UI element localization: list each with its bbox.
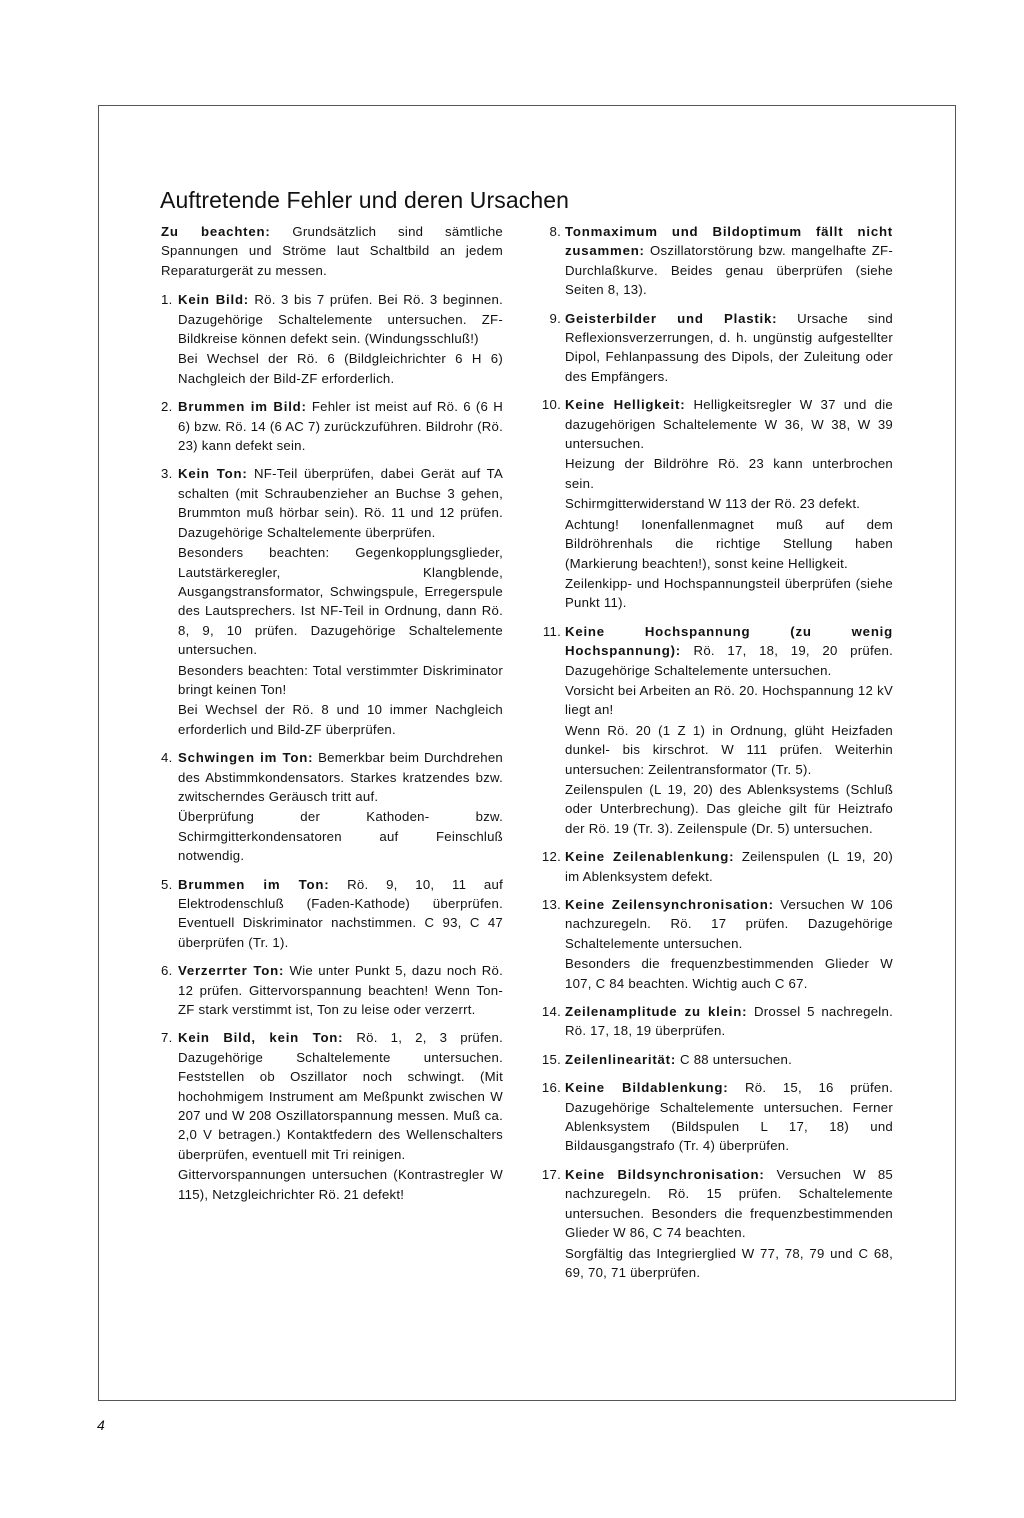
fault-note: Heizung der Bildröhre Rö. 23 kann unterbrochen sein.	[565, 456, 893, 491]
fault-heading: Brummen im Ton:	[178, 876, 330, 892]
page-title: Auftretende Fehler und deren Ursachen	[160, 187, 570, 214]
fault-number: 4.	[161, 750, 173, 766]
fault-description	[565, 1050, 893, 1069]
fault-note: Bei Wechsel der Rö. 6 (Bildgleichrichter 6 H 6) Nachgleich der Bild-ZF erforderlich.	[178, 351, 503, 386]
fault-note: Bei Wechsel der Rö. 8 und 10 immer Nachgleich erforderlich und Bild-ZF überprüfen.	[178, 702, 503, 737]
fault-description	[565, 222, 893, 300]
fault-description	[178, 748, 503, 806]
fault-number: 2.	[161, 399, 173, 415]
fault-text: Drossel 5 nachregeln. Rö. 17, 18, 19 überprüfen.	[565, 1004, 893, 1039]
fault-heading: Geisterbilder und Plastik:	[565, 310, 778, 326]
fault-description	[178, 290, 503, 348]
fault-heading: Zeilenlinearität:	[565, 1051, 677, 1067]
fault-text: Bemerkbar beim Durchdrehen des Abstimmkondensators. Starkes kratzendes bzw. zwitscherndes Geräusch tritt auf.	[178, 750, 503, 804]
fault-heading: Keine Hochspannung (zu wenig Hochspannung):	[565, 623, 893, 659]
fault-heading: Kein Bild:	[178, 292, 249, 308]
fault-text: Rö. 9, 10, 11 auf Elektrodenschluß (Faden-Kathode) überprüfen. Eventuell Diskriminator nachstimmen. C 93, C 47 überprüfen (Tr. 1).	[178, 876, 503, 950]
fault-number: 16.	[541, 1080, 561, 1096]
fault-note: Schirmgitterwiderstand W 113 der Rö. 23 defekt.	[565, 496, 861, 512]
fault-number: 3.	[161, 466, 173, 482]
fault-item	[539, 309, 893, 387]
fault-item	[161, 397, 503, 455]
fault-item	[539, 395, 893, 612]
fault-description	[178, 464, 503, 542]
fault-text: Fehler ist meist auf Rö. 6 (6 H 6) bzw. Rö. 14 (6 AC 7) zurückzuführen. Bildrohr (Rö. 23) kann defekt sein.	[178, 399, 503, 454]
fault-number: 7.	[161, 1030, 173, 1046]
fault-text: Rö. 1, 2, 3 prüfen. Dazugehörige Schaltelemente untersuchen. Feststellen ob Oszillator noch schwingt. (Mit hochohmigem Instrument am Meßpunkt zwischen W 207 und W 208 Oszillatorspannung messen. Muß ca. 2,0 V betragen.) Kontaktfedern des Wellenschalters überprüfen, eventuell mit Tri reinigen.	[178, 1030, 503, 1162]
fault-text: Ursache sind Reflexionsverzerrungen, d. h. ungünstig aufgestellter Dipol, Fehlanpassung des Dipols, der Zuleitung oder des Empfängers.	[565, 310, 894, 384]
fault-item	[539, 1002, 893, 1041]
fault-heading: Kein Bild, kein Ton:	[178, 1030, 344, 1046]
fault-item	[539, 622, 893, 838]
fault-text: Rö. 15, 16 prüfen. Dazugehörige Schaltelemente untersuchen. Ferner Ablenksystem (Bildspulen L 17, 18) und Bildausgangstrafo (Tr. 4) überprüfen.	[565, 1080, 893, 1154]
fault-item	[539, 1165, 893, 1282]
fault-description	[565, 395, 893, 453]
fault-description	[565, 622, 893, 680]
fault-description	[178, 1028, 503, 1164]
fault-heading: Keine Helligkeit:	[565, 397, 686, 413]
fault-heading: Verzerrter Ton:	[178, 963, 285, 979]
fault-text: Rö. 17, 18, 19, 20 prüfen. Dazugehörige Schaltelemente untersuchen.	[565, 643, 893, 678]
fault-text: Versuchen W 85 nachzuregeln. Rö. 15 prüfen. Schaltelemente untersuchen. Besonders die frequenzbestimmenden Glieder W 86, C 74 beachten.	[565, 1166, 893, 1241]
fault-text: Versuchen W 106 nachzuregeln. Rö. 17 prüfen. Dazugehörige Schaltelemente untersuchen.	[565, 897, 893, 951]
fault-number: 5.	[161, 876, 173, 892]
fault-note: Zeilenkipp- und Hochspannungsteil überprüfen (siehe Punkt 11).	[565, 575, 893, 611]
fault-text: Oszillatorstörung bzw. mangelhafte ZF-Durchlaßkurve. Beides genau überprüfen (siehe Seiten 8, 13).	[565, 243, 893, 298]
fault-heading: Tonmaximum und Bildoptimum fällt nicht zusammen:	[565, 224, 893, 259]
fault-description	[178, 961, 503, 1019]
fault-text: NF-Teil überprüfen, dabei Gerät auf TA schalten (mit Schraubenzieher an Buchse 3 gehen, Brummton muß hörbar sein). Rö. 11 und 12 prüfen. Dazugehörige Schaltelemente überprüfen.	[178, 466, 503, 540]
fault-number: 12.	[541, 849, 561, 865]
fault-text: Helligkeitsregler W 37 und die dazugehörigen Schaltelemente W 36, W 38, W 39 untersuchen.	[565, 397, 894, 452]
fault-item	[161, 290, 503, 388]
fault-note: Wenn Rö. 20 (1 Z 1) in Ordnung, glüht Heizfaden dunkel- bis kirschrot. W 111 prüfen. Weiterhin untersuchen: Zeilentransformator (Tr. 5).	[565, 722, 893, 777]
fault-item	[161, 464, 503, 739]
left-column	[161, 222, 503, 1213]
fault-item	[539, 847, 893, 886]
page-number: 4	[97, 1417, 105, 1433]
fault-note: Sorgfältig das Integrierglied W 77, 78, 79 und C 68, 69, 70, 71 überprüfen.	[565, 1245, 893, 1280]
fault-description	[178, 875, 503, 953]
fault-description	[565, 309, 893, 387]
fault-text: Wie unter Punkt 5, dazu noch Rö. 12 prüfen. Gittervorspannung beachten! Wenn Ton-ZF stark verstimmt ist, Ton zu leise oder verzerrt.	[178, 963, 503, 1018]
intro-text: Grundsätzlich sind sämtliche Spannungen und Ströme laut Schaltbild an jedem Reparaturgerät zu messen.	[161, 224, 503, 278]
fault-note: Besonders beachten: Gegenkopplungsglieder, Lautstärkeregler, Klangblende, Ausgangstransformator, Schwingspule, Erregerspule des Lautsprechers. Ist NF-Teil in Ordnung, dann Rö. 8, 9, 10 prüfen. Dazugehörige Schaltelemente untersuchen.	[178, 545, 503, 658]
fault-description	[565, 847, 893, 886]
fault-description	[178, 397, 503, 455]
fault-description	[565, 895, 893, 953]
fault-heading: Keine Zeilenablenkung:	[565, 849, 735, 865]
fault-item	[539, 222, 893, 300]
fault-note: Vorsicht bei Arbeiten an Rö. 20. Hochspannung 12 kV liegt an!	[565, 682, 893, 718]
fault-heading: Zeilenamplitude zu klein:	[565, 1004, 748, 1020]
fault-item	[161, 961, 503, 1019]
fault-number: 17.	[541, 1166, 561, 1182]
fault-text: Rö. 3 bis 7 prüfen. Bei Rö. 3 beginnen. Dazugehörige Schaltelemente untersuchen. ZF-Bildkreise können defekt sein. (Windungsschluß!)	[178, 292, 504, 347]
fault-item	[539, 895, 893, 993]
fault-note: Besonders die frequenzbestimmenden Glieder W 107, C 84 beachten. Wichtig auch C 67.	[565, 956, 893, 991]
fault-note: Achtung! Ionenfallenmagnet muß auf dem Bildröhrenhals die richtige Stellung haben (Markierung beachten!), sonst keine Helligkeit.	[565, 516, 893, 571]
fault-item	[161, 748, 503, 865]
fault-number: 10.	[541, 397, 561, 413]
fault-heading: Brummen im Bild:	[178, 399, 307, 415]
fault-description	[565, 1002, 893, 1041]
fault-list-left	[161, 290, 503, 1204]
fault-heading: Keine Bildablenkung:	[565, 1080, 729, 1096]
intro-heading: Zu beachten:	[161, 224, 271, 239]
fault-note: Gittervorspannungen untersuchen (Kontrastregler W 115), Netzgleichrichter Rö. 21 defekt!	[178, 1167, 503, 1202]
fault-heading: Keine Zeilensynchronisation:	[565, 897, 774, 912]
intro-note	[161, 222, 503, 280]
fault-item	[539, 1078, 893, 1156]
fault-text: Zeilenspulen (L 19, 20) im Ablenksystem defekt.	[565, 849, 893, 884]
fault-note: Besonders beachten: Total verstimmter Diskriminator bringt keinen Ton!	[178, 662, 503, 697]
fault-number: 9.	[549, 310, 561, 326]
fault-item	[161, 1028, 503, 1204]
fault-number: 15.	[541, 1051, 561, 1067]
fault-note: Zeilenspulen (L 19, 20) des Ablenksystems (Schluß oder Unterbrechung). Das gleiche gilt für Heiztrafo der Rö. 19 (Tr. 3). Zeilenspule (Dr. 5) untersuchen.	[565, 781, 893, 836]
fault-note: Überprüfung der Kathoden- bzw. Schirmgitterkondensatoren auf Feinschluß notwendig.	[178, 809, 503, 864]
fault-heading: Keine Bildsynchronisation:	[565, 1166, 765, 1182]
fault-heading: Kein Ton:	[178, 466, 248, 482]
fault-item	[161, 875, 503, 953]
fault-item	[539, 1050, 893, 1069]
fault-text: C 88 untersuchen.	[680, 1051, 793, 1067]
fault-number: 11.	[542, 623, 561, 639]
fault-number: 14.	[541, 1004, 561, 1020]
fault-number: 8.	[549, 224, 561, 239]
fault-number: 1.	[161, 292, 173, 308]
right-column	[539, 222, 893, 1291]
fault-description	[565, 1165, 893, 1243]
fault-number: 6.	[161, 963, 173, 979]
fault-number: 13.	[541, 897, 561, 912]
fault-heading: Schwingen im Ton:	[178, 750, 314, 766]
fault-description	[565, 1078, 893, 1156]
fault-list-right	[539, 222, 893, 1282]
